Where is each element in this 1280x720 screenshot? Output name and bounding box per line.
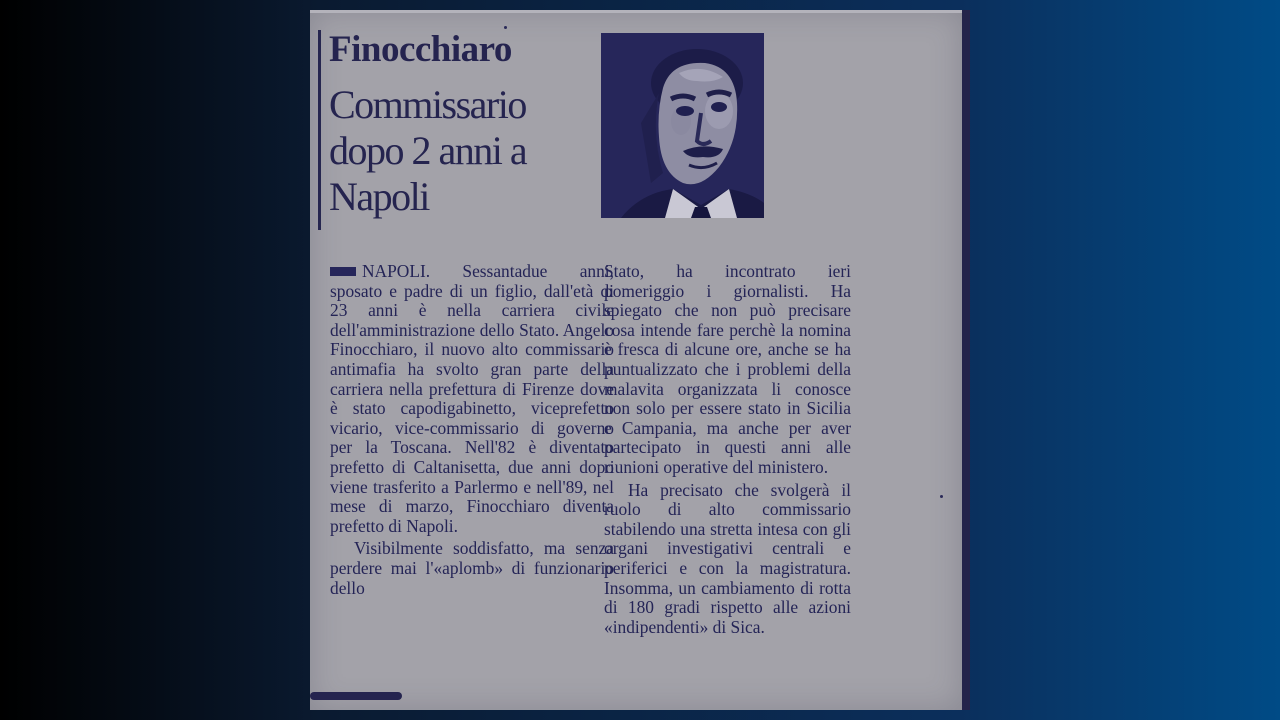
headline-rule [318,30,321,230]
portrait-photo-icon [601,33,764,218]
portrait-photo [601,33,764,218]
article-paragraph: Visibilmente soddisfatto, ma senza perdere mai l'«aplomb» di funzionario dello [330,538,614,598]
clipping-bottom-tab [310,692,402,700]
article-column-2 [604,262,851,637]
article-paragraph: Stato, ha incontrato ieri pomeriggio i giornalisti. Ha spiegato che non può precisare cosa intende fare perchè la nomina è fresca di alcune ore, anche se ha puntualizzato che i problemi della malavita organizzata li conosce non solo per essere stato in Sicilia e Campania, ma anche per aver partecipato in questi anni alle riunioni operative del ministero. [604,261,851,477]
article-column-1 [330,262,614,598]
print-speck [504,26,507,29]
clipping-top-edge [310,10,970,13]
clipping-right-edge [962,10,970,710]
article-kicker: Finocchiaro [329,29,512,70]
article-paragraph-text: NAPOLI. Sessantadue anni, sposato e padre di un figlio, dall'età di 23 anni è nella carriera civile dell'amministrazione dello Stato. Angelo Finocchiaro, il nuovo alto commissario antimafia ha svolto gran parte della carriera nella prefettura di Firenze dove è stato capodigabinetto, viceprefetto vicario, vice-commissario di governo per la Toscana. Nell'82 è diventato prefetto di Caltanisetta, due anni dopo viene trasferito a Parlermo e nell'89, nel mese di marzo, Finocchiaro diventa prefetto di Napoli. [330,261,614,536]
article-paragraph: Ha precisato che svolgerà il ruolo di alto commissario stabilendo una stretta intesa con gli organi investigativi centrali e periferici e con la magistratura. Insomma, un cambiamento di rotta di 180 gradi rispetto alle azioni «indipendenti» di Sica. [604,479,851,637]
article-headline: Commissario dopo 2 anni a Napoli [329,82,527,219]
article-paragraph [330,262,614,536]
print-speck [940,495,943,498]
dateline-square-icon [330,267,356,276]
